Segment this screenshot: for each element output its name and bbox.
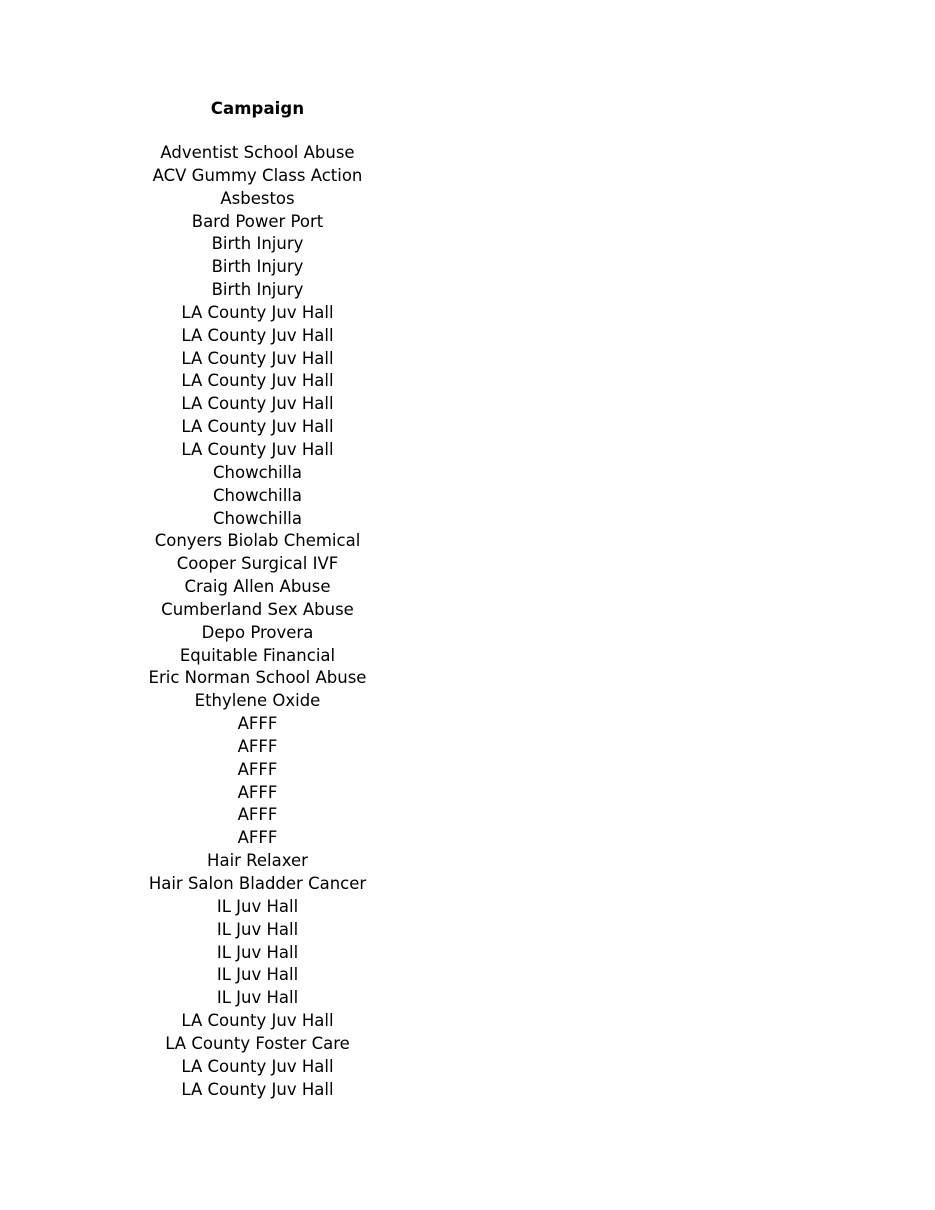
table-row: Cooper Surgical IVF (176, 554, 339, 574)
column-header-campaign: Campaign (210, 99, 305, 118)
table-row: IL Juv Hall (216, 965, 299, 985)
table-row: Cumberland Sex Abuse (161, 599, 354, 619)
table-row: ACV Gummy Class Action (152, 165, 363, 185)
table-row: IL Juv Hall (216, 919, 299, 939)
table-row: LA County Juv Hall (181, 1011, 334, 1031)
table-row: Equitable Financial (179, 645, 336, 665)
table-row: IL Juv Hall (216, 988, 299, 1008)
table-row: Hair Relaxer (207, 851, 308, 871)
table-row: LA County Juv Hall (181, 325, 334, 345)
table-row: IL Juv Hall (216, 896, 299, 916)
table-row: Chowchilla (213, 508, 302, 528)
table-row: Hair Salon Bladder Cancer (148, 874, 367, 893)
table-row: Chowchilla (213, 462, 302, 482)
table-row: Chowchilla (213, 485, 302, 505)
table-row: LA County Juv Hall (181, 302, 334, 322)
table-row: Craig Allen Abuse (184, 577, 331, 597)
table-row: Ethylene Oxide (194, 691, 321, 711)
table-row: Bard Power Port (191, 211, 324, 231)
table-row: LA County Juv Hall (181, 348, 334, 368)
campaign-column (0, 98, 515, 1101)
table-row: AFFF (237, 759, 278, 779)
table-row: LA County Juv Hall (181, 371, 334, 391)
table-row: LA County Foster Care (165, 1033, 350, 1053)
table-row: AFFF (237, 782, 278, 802)
table-row: Adventist School Abuse (160, 143, 355, 162)
table-row: Birth Injury (211, 234, 304, 254)
table-row: AFFF (237, 736, 278, 756)
table-row: AFFF (237, 714, 278, 734)
table-row: LA County Juv Hall (181, 1056, 334, 1076)
table-row: LA County Juv Hall (181, 1079, 334, 1099)
table-row: Birth Injury (211, 280, 304, 300)
table-row: IL Juv Hall (216, 942, 299, 962)
table-row: Depo Provera (201, 622, 314, 642)
table-row: LA County Juv Hall (181, 394, 334, 414)
table-row: LA County Juv Hall (181, 439, 334, 459)
table-row: Birth Injury (211, 257, 304, 277)
table-row: Asbestos (220, 188, 295, 208)
table-row: AFFF (237, 828, 278, 848)
table-row: Eric Norman School Abuse (148, 668, 367, 688)
table-row: LA County Juv Hall (181, 417, 334, 437)
table-row: AFFF (237, 805, 278, 825)
table-row: Conyers Biolab Chemical (154, 531, 361, 551)
campaign-list (0, 142, 515, 1101)
